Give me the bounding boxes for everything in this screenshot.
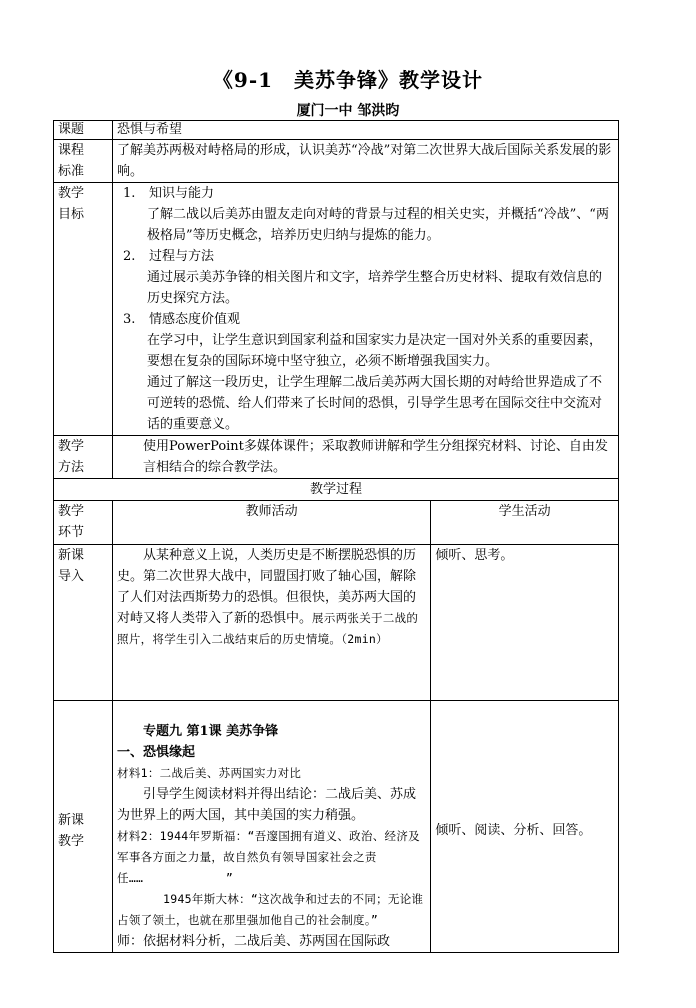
process-header: 教学过程 [54, 479, 619, 501]
row-goals [54, 183, 619, 436]
student-intro: 倾听、思考。 [431, 545, 619, 701]
material-1: 材料1：二战后美、苏两国实力对比 [117, 766, 302, 780]
goal-heading: 知识与能力 [149, 186, 215, 201]
header-stage: 教学环节 [54, 501, 113, 545]
goal-paragraph: 在学习中，让学生意识到国家利益和国家实力是决定一国对外关系的重要因素，要想在复杂的国际环境中坚守独立，必须不断增强我国实力。 [147, 333, 603, 369]
teacher-last: 师：依据材料分析，二战后美、苏两国在国际政 [117, 934, 391, 949]
goal-item [117, 309, 614, 330]
label-method: 教学方法 [54, 436, 113, 479]
intro-text-b: 展示两张关于二战的照片，将学生引入二战结束后的历史情境。（2min） [117, 611, 419, 646]
goal-item [117, 246, 614, 267]
label-topic: 课题 [54, 121, 113, 140]
label-goals: 教学目标 [54, 183, 113, 436]
value-topic: 恐惧与希望 [113, 121, 619, 140]
goal-paragraph: 通过展示美苏争锋的相关图片和文字，培养学生整合历史材料、提取有效信息的历史探究方法。 [147, 270, 603, 306]
label-new [54, 701, 113, 953]
document-title: 《9-1 美苏争锋》教学设计 [212, 68, 484, 92]
goal-number: 3. [123, 312, 136, 327]
row-topic [54, 121, 619, 140]
guide-1: 引导学生阅读材料并得出结论：二战后美、苏成为世界上的两大国，其中美国的实力稍强。 [117, 787, 417, 823]
lesson-plan-table [53, 120, 619, 953]
goal-number: 2. [123, 249, 136, 264]
goal-paragraph: 了解二战以后美苏由盟友走向对峙的背景与过程的相关史实，并概括“冷战”、“两极格局”等历史概念，培养历史归纳与提炼的能力。 [147, 207, 609, 243]
material-2a: 材料2：1944年罗斯福：“吾邃国拥有道义、政治、经济及军事各方面之力量，故自然负有领导国家社会之责任…… ” [117, 829, 420, 885]
teacher-intro [113, 545, 431, 701]
goal-paragraph: 通过了解这一段历史，让学生理解二战后美苏两大国长期的对峙给世界造成了不可逆转的恐慌、给人们带来了长时间的恐惧，引导学生思考在国际交往中交流对话的重要意义。 [147, 375, 603, 432]
value-method: 使用PowerPoint多媒体课件；采取教师讲解和学生分组探究材料、讨论、自由发言相结合的综合教学法。 [113, 436, 619, 479]
student-new [431, 701, 619, 953]
intro-text [117, 545, 426, 650]
material-2b: 1945年斯大林：“这次战争和过去的不同；无论谁占领了领土，也就在那里强加他自己的社会制度。” [117, 892, 424, 927]
row-new-lesson [54, 701, 619, 953]
value-standard: 了解美苏两极对峙格局的形成，认识美苏“冷战”对第二次世界大战后国际关系发展的影响。 [113, 140, 619, 183]
header-student: 学生活动 [431, 501, 619, 545]
row-intro [54, 545, 619, 701]
header-teacher: 教师活动 [113, 501, 431, 545]
goal-item [117, 183, 614, 204]
row-standard [54, 140, 619, 183]
label-standard: 课程标准 [54, 140, 113, 183]
intro-text-a: 从某种意义上说，人类历史是不断摆脱恐惧的历史。第二次世界大战中，同盟国打败了轴心国，解除了人们对法西斯势力的恐惧。但很快，美苏两大国的对峙又将人类带入了新的恐惧中。 [117, 548, 417, 626]
label-new-text: 新课教学 [58, 812, 85, 849]
student-new-text: 倾听、阅读、分析、回答。 [435, 823, 592, 838]
label-intro: 新课导入 [54, 545, 113, 701]
goal-heading: 情感态度价值观 [149, 312, 241, 327]
row-process-header [54, 479, 619, 501]
goal-number: 1. [123, 186, 136, 201]
lesson-title: 专题九 第1课 美苏争锋 [143, 724, 279, 739]
row-method [54, 436, 619, 479]
teacher-new [113, 701, 431, 953]
value-goals [113, 183, 619, 436]
row-column-headers [54, 501, 619, 545]
section-title: 一、恐惧缘起 [117, 745, 196, 760]
document-author: 厦门一中 邹洪昀 [296, 103, 400, 119]
goal-heading: 过程与方法 [149, 249, 215, 264]
